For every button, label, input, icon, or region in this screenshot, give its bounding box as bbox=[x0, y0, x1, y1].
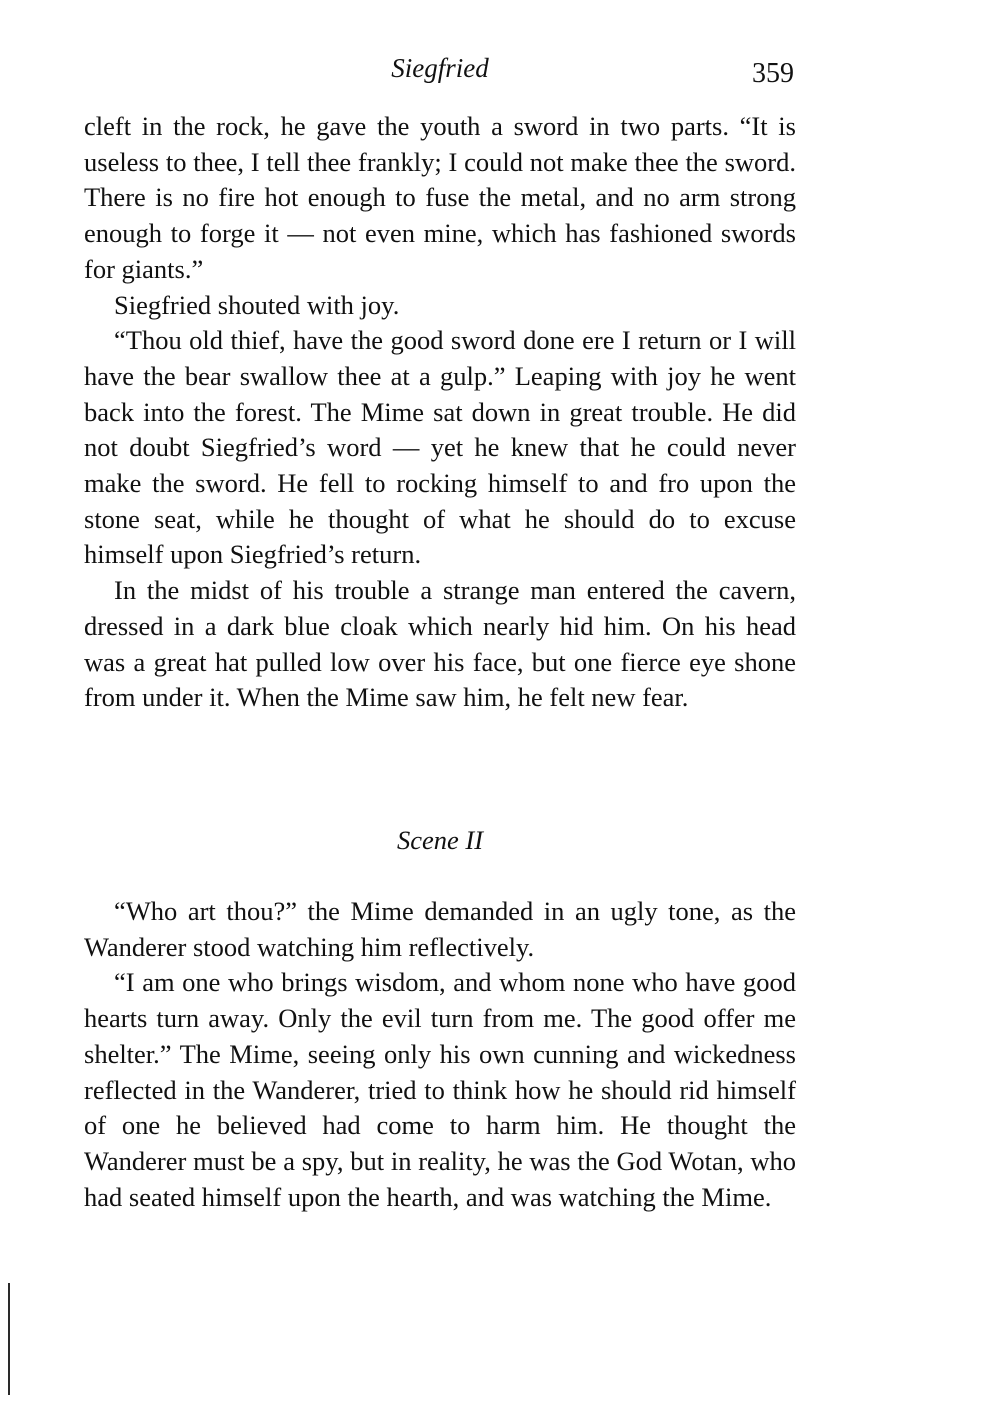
paragraph: Siegfried shouted with joy. bbox=[114, 289, 400, 320]
paragraph: “Who art thou?” the Mime demanded in an ugly tone, as the Wanderer stood watching him reflectively. bbox=[84, 896, 796, 962]
running-head bbox=[84, 50, 796, 90]
text-block-after-scene bbox=[84, 894, 796, 1215]
paragraph: In the midst of his trouble a strange man entered the cavern, dressed in a dark blue cloak which nearly hid him. On his head was a great hat pulled low over his face, but one fierce eye shone from under it. When the Mime saw him, he felt new fear. bbox=[84, 575, 796, 713]
text-block-before-scene bbox=[84, 109, 796, 716]
paragraph: “Thou old thief, have the good sword done ere I return or I will have the bear swallow thee at a gulp.” Leaping with joy he went back into the forest. The Mime sat down in great trouble. He did not doubt Siegfried’s word — yet he knew that he could never make the sword. He fell to rocking himself to and fro upon the stone seat, while he thought of what he should do to excuse himself upon Siegfried’s return. bbox=[84, 325, 796, 570]
scene-heading: Scene II bbox=[396, 825, 484, 855]
paragraph: cleft in the rock, he gave the youth a sword in two parts. “It is useless to thee, I tell thee frankly; I could not make thee the sword. There is no fire hot enough to fuse the metal, and no arm strong enough to forge it — not even mine, which has fashioned swords for giants.” bbox=[84, 111, 796, 284]
scan-margin-line bbox=[8, 1283, 10, 1395]
running-title: Siegfried bbox=[391, 53, 489, 83]
paragraph: “I am one who brings wisdom, and whom none who have good hearts turn away. Only the evil turn from me. The good offer me shelter.” The Mime, seeing only his own cunning and wickedness reflected in the Wanderer, tried to think how he should rid himself of one he believed had come to harm him. He thought the Wanderer must be a spy, but in reality, he was the God Wotan, who had seated himself upon the hearth, and was watching the Mime. bbox=[84, 967, 796, 1212]
page-number: 359 bbox=[752, 58, 794, 89]
